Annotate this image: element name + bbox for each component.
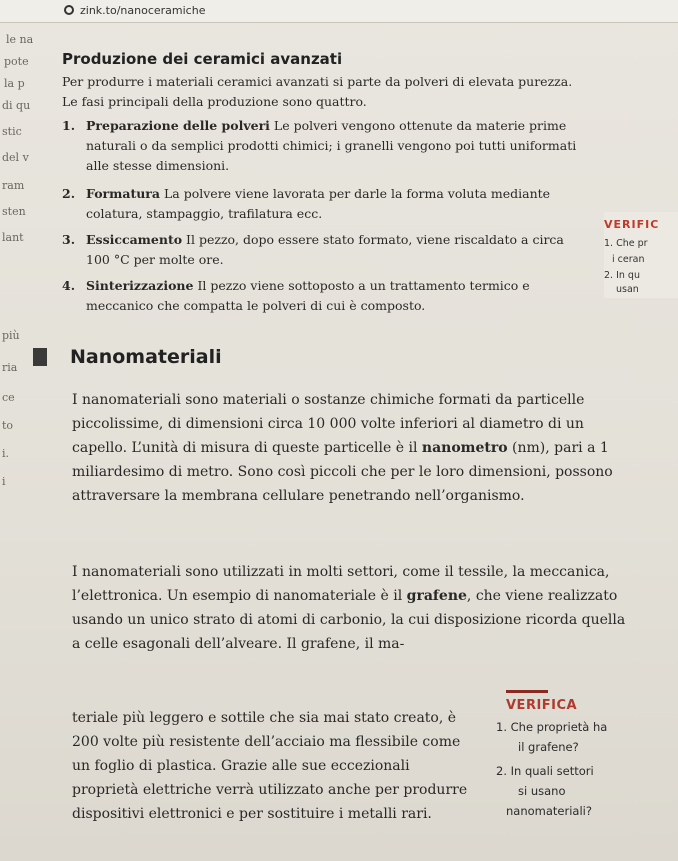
- browser-url-bar[interactable]: [0, 0, 678, 23]
- step-title: Essiccamento: [86, 232, 183, 247]
- bleed-text: sten: [2, 205, 26, 218]
- grafene-term: grafene: [406, 588, 467, 604]
- step-text: La polvere viene lavorata per darle la forma voluta mediante colatura, stampaggio, trafilatura ecc.: [86, 186, 551, 221]
- verifica-q2-line: si usano: [518, 784, 566, 798]
- bleed-text: pote: [4, 55, 29, 68]
- step-title: Formatura: [86, 186, 160, 201]
- bleed-text: i: [2, 475, 6, 488]
- verifica-side-line: 2. In qu: [604, 270, 640, 281]
- nano-paragraph-2: [72, 560, 632, 656]
- step-body: [86, 230, 566, 270]
- bleed-text: più: [2, 329, 20, 342]
- bleed-text: stic: [2, 125, 22, 138]
- nano-p2-text-b: , che viene realizzato usando un unico strato di atomi di carbonio, la cui disposizione ricorda quella a celle esagonali dell’alveare. Il grafene, il ma-: [72, 588, 626, 652]
- section-title-nanomateriali: Nanomateriali: [70, 346, 222, 368]
- section-marker-icon: [33, 348, 47, 366]
- bleed-text: ria: [2, 361, 18, 374]
- bleed-text: ram: [2, 179, 25, 192]
- step-title: Preparazione delle polveri: [86, 118, 270, 133]
- nano-p2-text-a: I nanomateriali sono utilizzati in molti settori, come il tessile, la meccanica, l’elettronica. Un esempio di nanomateriale è il: [72, 564, 610, 604]
- step-body: [86, 184, 586, 224]
- verifica-q2-line: nanomateriali?: [506, 804, 592, 818]
- verifica-side-line: i ceran: [612, 254, 645, 265]
- step-body: [86, 116, 586, 176]
- bleed-text: i.: [2, 447, 10, 460]
- step-text: Le polveri vengono ottenute da materie prime naturali o da semplici prodotti chimici; i granelli vengono poi tutti uniformati alle stesse dimensioni.: [86, 118, 577, 173]
- step-body: [86, 276, 566, 316]
- step-number: 2.: [62, 186, 76, 201]
- bleed-text: lant: [2, 231, 24, 244]
- nano-paragraph-1: [72, 388, 632, 508]
- bleed-text: del v: [2, 151, 29, 164]
- nanometro-term: nanometro: [421, 440, 508, 456]
- verifica-side-box: [604, 212, 678, 298]
- verifica-title: VERIFICA: [506, 698, 578, 713]
- link-icon: [64, 5, 74, 15]
- intro-paragraph: Per produrre i materiali ceramici avanzati si parte da polveri di elevata purezza. Le fasi principali della produzione sono quattro.: [62, 74, 573, 109]
- nano-p1-text-b: (nm), pari a 1 miliardesimo di metro. Sono così piccoli che per le loro dimensioni, possono attraversare la membrana cellulare penetrando nell’organismo.: [72, 440, 613, 504]
- verifica-side-title: VERIFIC: [604, 218, 660, 231]
- verifica-q1-line: 1. Che proprietà ha: [496, 720, 608, 734]
- bleed-text: le na: [6, 33, 34, 46]
- verifica-side-line: 1. Che pr: [604, 238, 648, 249]
- step-number: 4.: [62, 278, 76, 293]
- verifica-q1-line: il grafene?: [518, 740, 579, 754]
- step-text: Il pezzo viene sottoposto a un trattamento termico e meccanico che compatta le polveri di cui è composto.: [86, 278, 530, 313]
- step-title: Sinterizzazione: [86, 278, 194, 293]
- bleed-text: to: [2, 419, 14, 432]
- verifica-side-line: usan: [616, 284, 639, 295]
- step-text: Il pezzo, dopo essere stato formato, viene riscaldato a circa 100 °C per molte ore.: [86, 232, 564, 267]
- section-title-ceramici: Produzione dei ceramici avanzati: [62, 50, 343, 68]
- step-number: 3.: [62, 232, 76, 247]
- nano-paragraph-3: teriale più leggero e sottile che sia mai stato creato, è 200 volte più resistente dell’acciaio ma flessibile come un foglio di plastica. Grazie alle sue eccezionali proprietà elettriche verrà utilizzato anche per produrre dispositivi elettronici e per sostituire i metalli rari.: [72, 710, 468, 822]
- step-number: 1.: [62, 118, 76, 133]
- verifica-q2-line: 2. In quali settori: [496, 764, 594, 778]
- bleed-text: di qu: [2, 99, 31, 112]
- verifica-bar: [506, 690, 548, 693]
- url-text[interactable]: zink.to/nanoceramiche: [80, 4, 206, 17]
- nano-p1-text-a: I nanomateriali sono materiali o sostanze chimiche formati da particelle piccolissime, di dimensioni circa 10 000 volte inferiori al diametro di un capello. L’unità di misura di queste particelle è il: [72, 392, 585, 456]
- bleed-text: ce: [2, 391, 15, 404]
- bleed-text: la p: [4, 77, 25, 90]
- verifica-box: [484, 690, 670, 820]
